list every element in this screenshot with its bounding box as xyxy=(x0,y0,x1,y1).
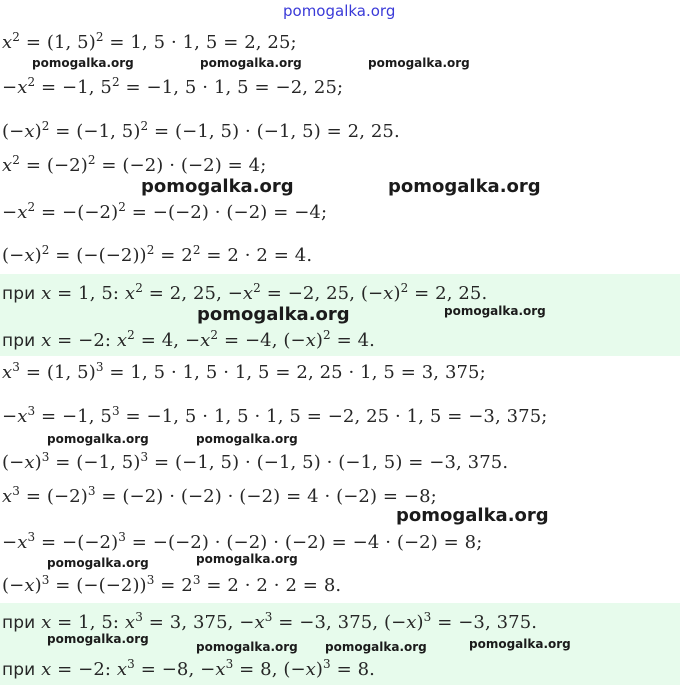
header-watermark: pomogalka.org xyxy=(283,2,396,20)
formula-line-3: $(-x)^2 = (-1$, 5)$^2$ = (−1, 5) · (−1, 5) = 2, 25. xyxy=(2,119,400,142)
answer-line-cubes-1: при x = 1, 5: $x^3 = 3$, 375, $-x^3 = -3$, 375, $(-x)^3 = -3$, 375. xyxy=(2,610,538,633)
formula-line-9: $x^3 = (1$, 5)$^3$ = 1, 5 · 1, 5 · 1, 5 = 2, 25 · 1, 5 = 3, 375; xyxy=(2,360,486,383)
watermark: pomogalka.org xyxy=(388,176,541,197)
formula-line-12: $x^3 = (-2)^3 = (-2) \cdot (-2) \cdot (-2) = 4 \cdot (-2) = -8$; xyxy=(2,484,437,507)
formula-line-13: $-x^3 = -(-2)^3 = -(-2) \cdot (-2) \cdot (-2) = -4 \cdot (-2) = 8$; xyxy=(2,530,483,553)
watermark: pomogalka.org xyxy=(469,637,571,651)
answer-line-cubes-2: при x = −2: $x^3 = -8$, $-x^3 = 8$, $(-x)^3 = 8$. xyxy=(2,657,375,680)
formula-line-1: $x^2 = (1$, 5)$^2$ = 1, 5 · 1, 5 = 2, 25; xyxy=(2,30,297,53)
formula-line-6: $(-x)^2 = (-(-2))^2 = 2^2 = 2 \cdot 2 = 4$. xyxy=(2,243,313,266)
watermark: pomogalka.org xyxy=(47,632,149,646)
watermark: pomogalka.org xyxy=(325,640,427,654)
watermark: pomogalka.org xyxy=(196,432,298,446)
answer-line-squares-1: при x = 1, 5: $x^2 = 2$, 25, $-x^2 = -2$, 25, $(-x)^2 = 2$, 25. xyxy=(2,281,488,304)
watermark: pomogalka.org xyxy=(197,304,350,325)
watermark: pomogalka.org xyxy=(200,56,302,70)
formula-line-10: $-x^3 = -1$, $5^3 = -1$, 5 · 1, 5 · 1, 5 = −2, 25 · 1, 5 = −3, 375; xyxy=(2,404,548,427)
watermark: pomogalka.org xyxy=(47,556,149,570)
watermark: pomogalka.org xyxy=(396,505,549,526)
watermark: pomogalka.org xyxy=(32,56,134,70)
formula-line-2: $-x^2 = -1$, $5^2 = -1$, 5 · 1, 5 = −2, 25; xyxy=(2,75,344,98)
formula-line-14: $(-x)^3 = (-(-2))^3 = 2^3 = 2 \cdot 2 \cdot 2 = 8$. xyxy=(2,573,342,596)
watermark: pomogalka.org xyxy=(196,640,298,654)
watermark: pomogalka.org xyxy=(368,56,470,70)
watermark: pomogalka.org xyxy=(444,304,546,318)
formula-line-11: $(-x)^3 = (-1$, 5)$^3$ = (−1, 5) · (−1, 5) · (−1, 5) = −3, 375. xyxy=(2,450,509,473)
watermark: pomogalka.org xyxy=(47,432,149,446)
formula-line-5: $-x^2 = -(-2)^2 = -(-2) \cdot (-2) = -4$; xyxy=(2,200,328,223)
answer-line-squares-2: при x = −2: $x^2 = 4$, $-x^2 = -4$, $(-x)^2 = 4$. xyxy=(2,328,375,351)
formula-line-4: $x^2 = (-2)^2 = (-2) \cdot (-2) = 4$; xyxy=(2,153,267,176)
watermark: pomogalka.org xyxy=(141,176,294,197)
watermark: pomogalka.org xyxy=(196,552,298,566)
